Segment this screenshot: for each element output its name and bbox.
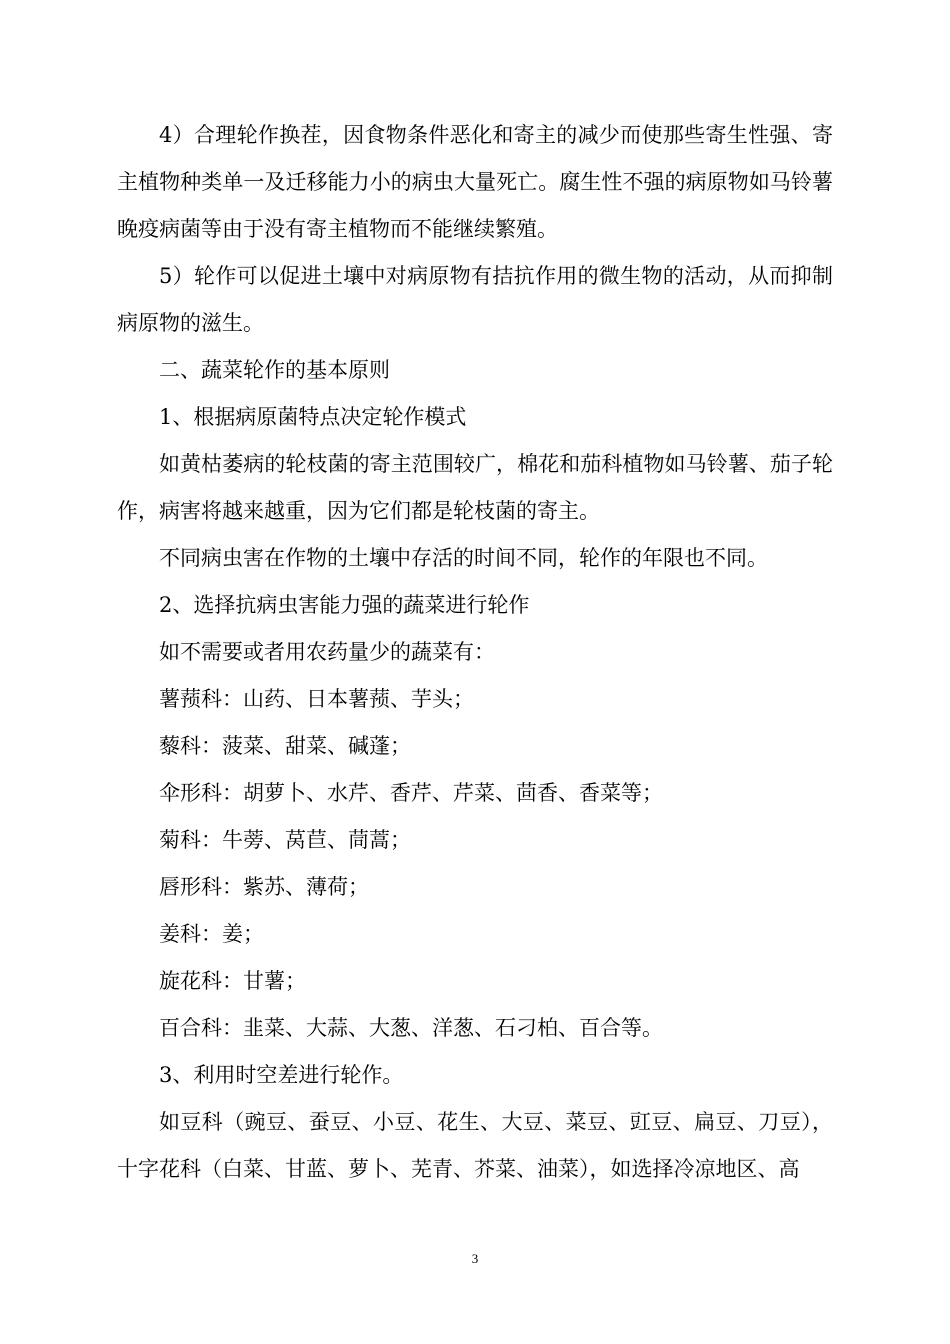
document-body: [117, 112, 833, 1193]
page-number: 3: [471, 1251, 479, 1266]
list-item-liliaceae: 百合科：韭菜、大蒜、大葱、洋葱、石刁柏、百合等。: [159, 1016, 663, 1040]
list-item-apiaceae: 伞形科：胡萝卜、水芹、香芹、芹菜、茴香、香菜等；: [159, 781, 663, 805]
list-item-convolvulaceae: 旋花科：甘薯；: [159, 969, 306, 993]
list-item-asteraceae: 菊科：牛蒡、莴苣、茼蒿；: [159, 828, 411, 852]
list-item-lamiaceae: 唇形科：紫苏、薄荷；: [159, 875, 369, 899]
paragraph-rotation-point-4: 4）合理轮作换茬，因食物条件恶化和寄主的减少而使那些寄生性强、寄主植物种类单一及迁移能力小的病虫大量死亡。腐生性不强的病原物如马铃薯晚疫病菌等由于没有寄主植物而不能继续繁殖。: [117, 123, 833, 241]
paragraph-survival-time: 不同病虫害在作物的土壤中存活的时间不同，轮作的年限也不同。: [159, 546, 768, 570]
paragraph-legumes-crucifers: 如豆科（豌豆、蚕豆、小豆、花生、大豆、菜豆、豇豆、扁豆、刀豆），十字花科（白菜、甘蓝、萝卜、芜青、芥菜、油菜），如选择冷凉地区、高: [117, 1110, 833, 1181]
list-item-zingiberaceae: 姜科：姜；: [159, 922, 264, 946]
list-item-dioscoreaceae: 薯蓣科：山药、日本薯蓣、芋头；: [159, 687, 474, 711]
paragraph-verticillium-example: 如黄枯萎病的轮枝菌的寄主范围较广，棉花和茄科植物如马铃薯、茄子轮作，病害将越来越重，因为它们都是轮枝菌的寄主。: [117, 452, 833, 523]
subheading-principle-2: 2、选择抗病虫害能力强的蔬菜进行轮作: [159, 593, 530, 617]
paragraph-low-pesticide-intro: 如不需要或者用农药量少的蔬菜有：: [159, 640, 495, 664]
section-heading-principles: 二、蔬菜轮作的基本原则: [159, 358, 390, 382]
paragraph-rotation-point-5: 5）轮作可以促进土壤中对病原物有拮抗作用的微生物的活动，从而抑制病原物的滋生。: [117, 264, 833, 335]
subheading-principle-1: 1、根据病原菌特点决定轮作模式: [159, 405, 467, 429]
subheading-principle-3: 3、利用时空差进行轮作。: [159, 1063, 404, 1087]
list-item-chenopodiaceae: 藜科：菠菜、甜菜、碱蓬；: [159, 734, 411, 758]
